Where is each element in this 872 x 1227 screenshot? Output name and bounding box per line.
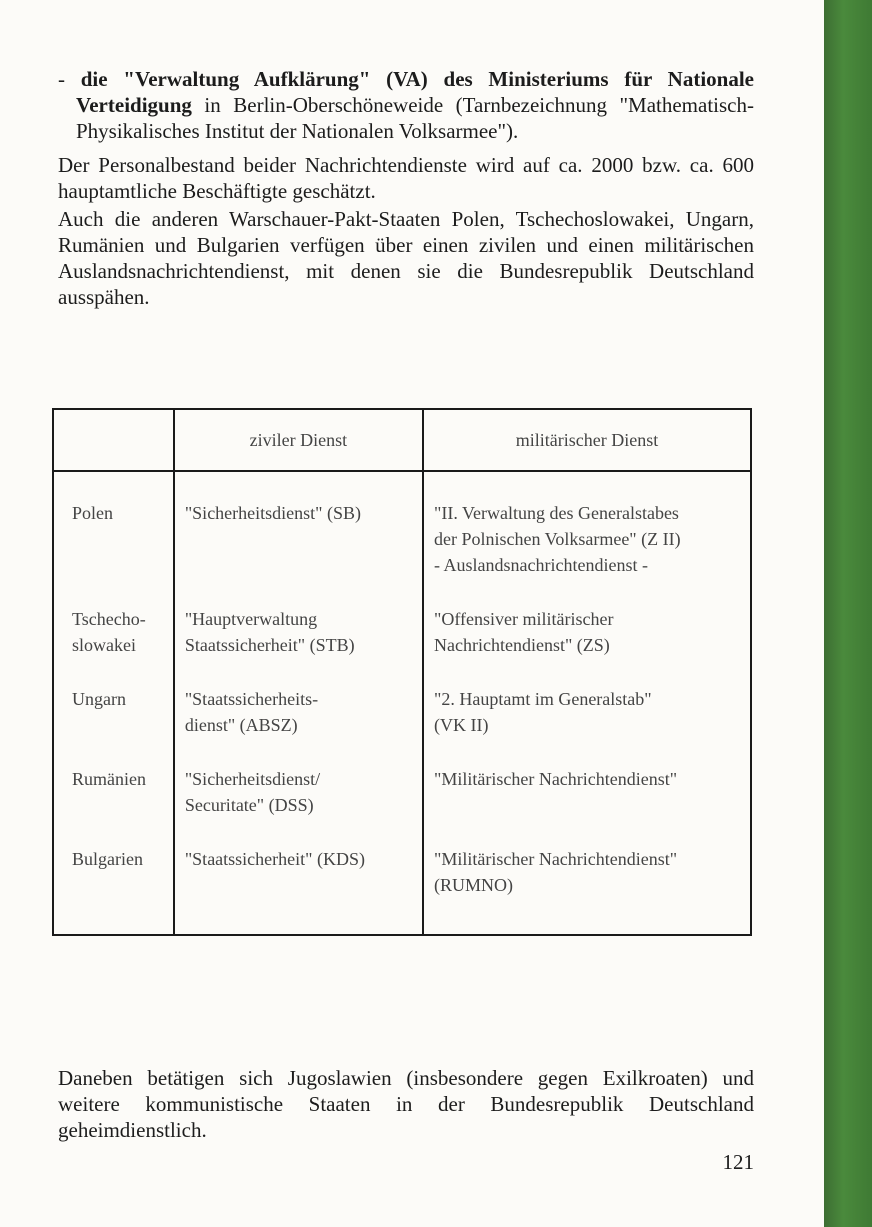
cell-civil xyxy=(174,471,423,578)
cell-line: "Sicherheitsdienst/ xyxy=(184,769,321,789)
green-edge-strip xyxy=(824,0,872,1227)
cell-line: Polen xyxy=(72,503,114,523)
intelligence-services-table xyxy=(52,408,752,936)
cell-country xyxy=(53,578,174,658)
cell-line: Bulgarien xyxy=(72,849,143,869)
cell-line: "II. Verwaltung des Generalstabes xyxy=(434,503,679,523)
cell-line: "Hauptverwaltung xyxy=(184,609,318,629)
cell-military xyxy=(423,818,751,935)
cell-civil xyxy=(174,818,423,935)
cell-line: Rumänien xyxy=(72,769,146,789)
paragraph-closing xyxy=(58,1065,754,1143)
cell-line: dienst" (ABSZ) xyxy=(184,715,298,735)
cell-country xyxy=(53,738,174,818)
cell-line: "Staatssicherheit" (KDS) xyxy=(184,849,365,869)
cell-civil xyxy=(174,578,423,658)
cell-military xyxy=(423,471,751,578)
table-row xyxy=(53,578,751,658)
cell-line: "2. Hauptamt im Generalstab" xyxy=(434,689,652,709)
cell-military xyxy=(423,658,751,738)
va-bold-title: die "Verwaltung Aufklärung" (VA) des Ministeriums für Nationale Verteidigung xyxy=(76,67,754,117)
cell-line: (RUMNO) xyxy=(434,875,513,895)
header-country xyxy=(53,409,174,471)
cell-line: Staatssicherheit" (STB) xyxy=(184,635,355,655)
dash-marker: - xyxy=(58,67,81,91)
warsaw-pact-text: Auch die anderen Warschauer-Pakt-Staaten Polen, Tschechoslowakei, Ungarn, Rumänien und Bulgarien verfügen über einen zivilen und einen militärischen Auslandsnachrichtendienst, mit denen sie die Bundesrepublik Deutschland ausspähen. xyxy=(58,207,754,309)
cell-military xyxy=(423,738,751,818)
cell-line: Securitate" (DSS) xyxy=(184,795,314,815)
personnel-text: Der Personalbestand beider Nachrichtendienste wird auf ca. 2000 bzw. ca. 600 hauptamtliche Beschäftigte geschätzt. xyxy=(58,153,754,203)
cell-line: "Militärischer Nachrichtendienst" xyxy=(434,769,678,789)
va-description: in Berlin-Oberschöneweide (Tarnbezeichnung "Mathematisch-Physikalisches Institut der Nationalen Volksarmee"). xyxy=(76,93,754,143)
page-number: 121 xyxy=(722,1150,754,1174)
cell-civil xyxy=(174,658,423,738)
cell-line: "Militärischer Nachrichtendienst" xyxy=(434,849,678,869)
cell-line: "Offensiver militärischer xyxy=(434,609,614,629)
cell-military xyxy=(423,578,751,658)
cell-line: Nachrichtendienst" (ZS) xyxy=(434,635,610,655)
cell-country xyxy=(53,658,174,738)
cell-country xyxy=(53,818,174,935)
paragraph-warsaw-pact xyxy=(58,206,754,310)
cell-country xyxy=(53,471,174,578)
cell-civil xyxy=(174,738,423,818)
cell-line: "Sicherheitsdienst" (SB) xyxy=(184,503,362,523)
header-military: militärischer Dienst xyxy=(423,409,751,471)
cell-line: der Polnischen Volksarmee" (Z II) xyxy=(434,529,681,549)
cell-line: "Staatssicherheits- xyxy=(184,689,319,709)
cell-line: (VK II) xyxy=(434,715,489,735)
table-row xyxy=(53,471,751,578)
table-header-row xyxy=(53,409,751,471)
closing-text: Daneben betätigen sich Jugoslawien (insbesondere gegen Exilkroaten) und weitere kommunistische Staaten in der Bundesrepublik Deutschland geheimdienstlich. xyxy=(58,1066,754,1142)
table-row xyxy=(53,818,751,935)
table-row xyxy=(53,658,751,738)
paragraph-va-item xyxy=(58,66,754,144)
cell-line: Tschecho- xyxy=(72,609,146,629)
cell-line: Ungarn xyxy=(72,689,126,709)
paragraph-personnel xyxy=(58,152,754,204)
cell-line: - Auslandsnachrichtendienst - xyxy=(434,555,648,575)
cell-line: slowakei xyxy=(72,635,136,655)
table-row xyxy=(53,738,751,818)
header-civil: ziviler Dienst xyxy=(174,409,423,471)
